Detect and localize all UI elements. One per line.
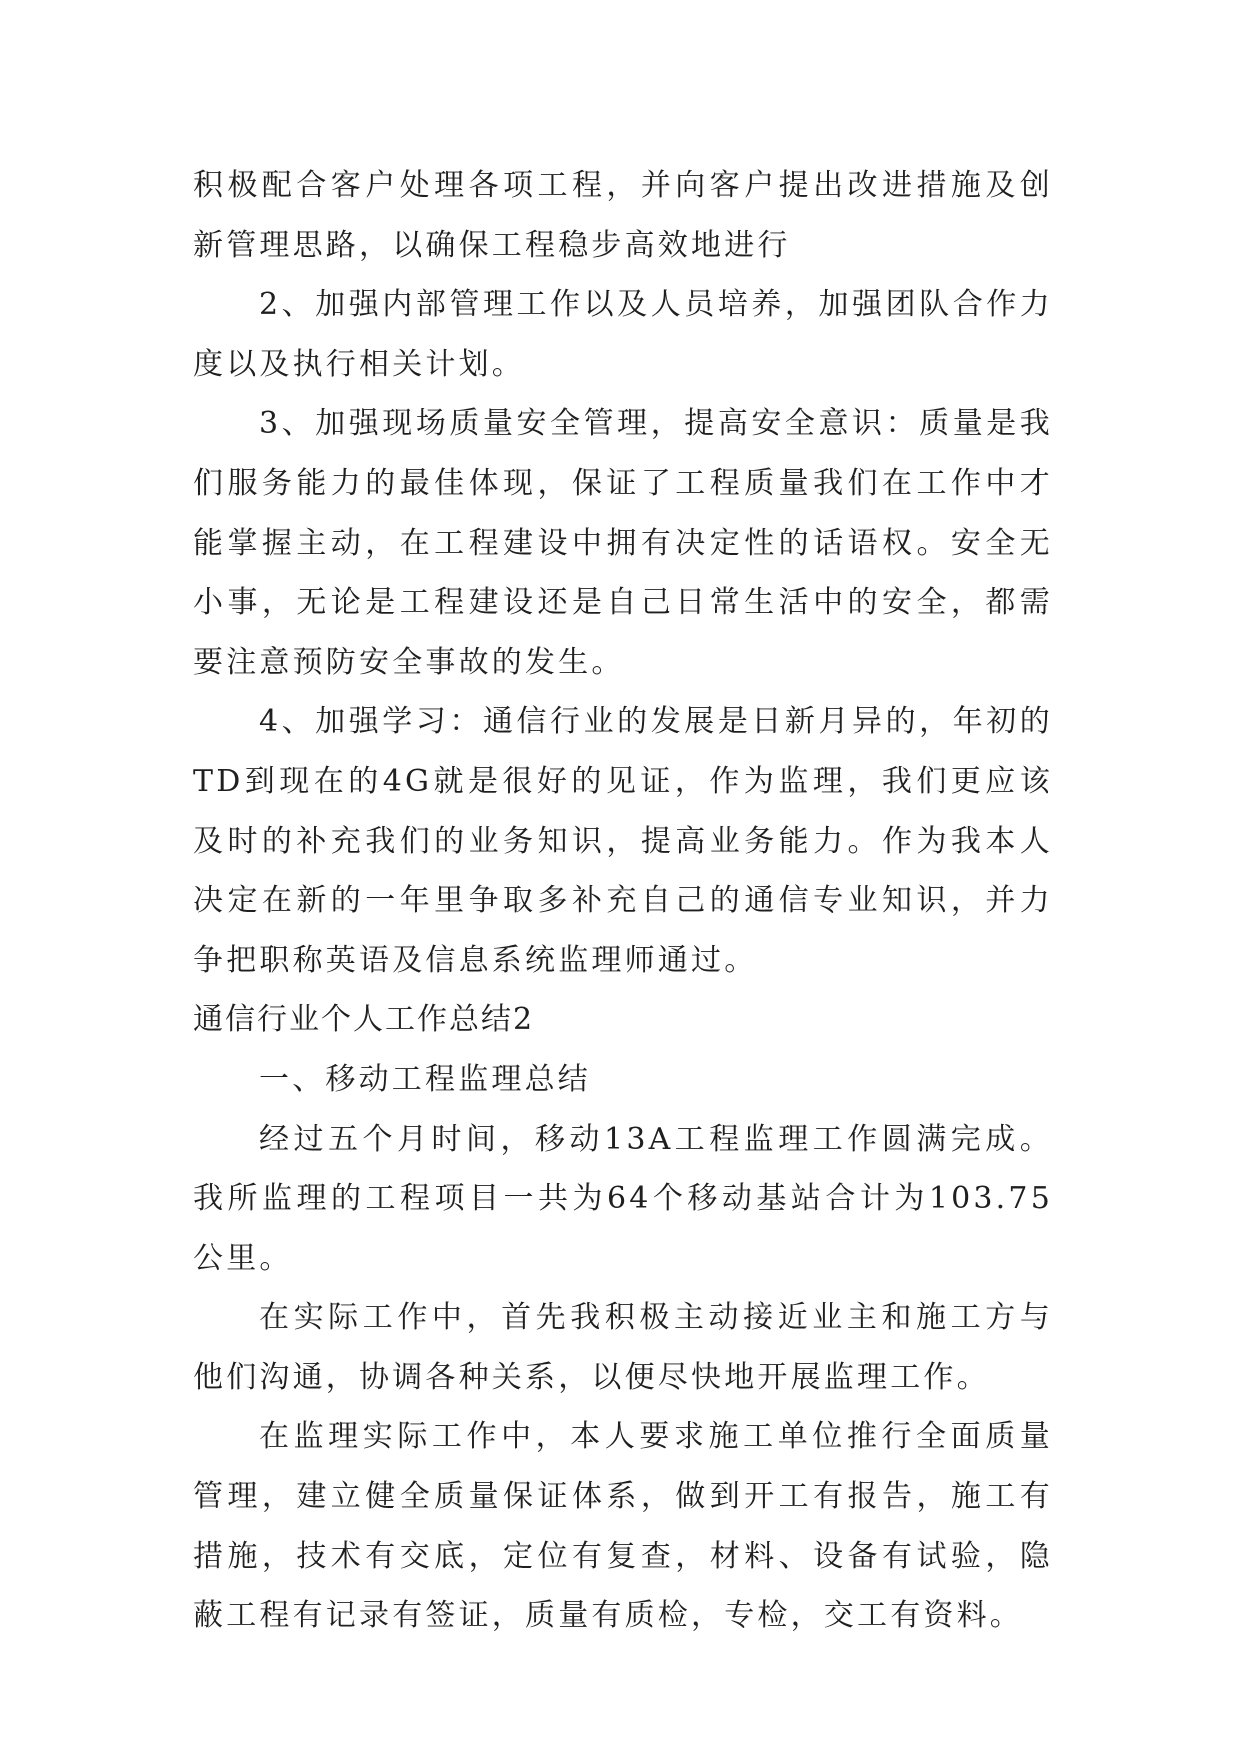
paragraph-communication: 在实际工作中，首先我积极主动接近业主和施工方与他们沟通，协调各种关系，以便尽快地开展监理工作。 — [193, 1300, 1053, 1395]
paragraph-item-3: 3、加强现场质量安全管理，提高安全意识：质量是我们服务能力的最佳体现，保证了工程质量我们在工作中才能掌握主动，在工程建设中拥有决定性的话语权。安全无小事，无论是工程建设还是自己日常生活中的安全，都需要注意预防安全事故的发生。 — [193, 406, 1053, 680]
document-body — [193, 156, 1053, 1646]
section-title: 通信行业个人工作总结2 — [193, 1002, 535, 1038]
paragraph-quality-management: 在监理实际工作中，本人要求施工单位推行全面质量管理，建立健全质量保证体系，做到开工有报告，施工有措施，技术有交底，定位有复查，材料、设备有试验，隐蔽工程有记录有签证，质量有质检，专检，交工有资料。 — [193, 1419, 1053, 1634]
paragraph-summary: 经过五个月时间，移动13A工程监理工作圆满完成。我所监理的工程项目一共为64个移动基站合计为103.75公里。 — [193, 1121, 1053, 1276]
paragraph-item-4: 4、加强学习：通信行业的发展是日新月异的，年初的TD到现在的4G就是很好的见证，作为监理，我们更应该及时的补充我们的业务知识，提高业务能力。作为我本人决定在新的一年里争取多补充自己的通信专业知识，并力争把职称英语及信息系统监理师通过。 — [193, 704, 1053, 978]
paragraph-continuation: 积极配合客户处理各项工程，并向客户提出改进措施及创新管理思路，以确保工程稳步高效地进行 — [193, 168, 1053, 263]
subsection-heading: 一、移动工程监理总结 — [259, 1061, 591, 1097]
paragraph-item-2: 2、加强内部管理工作以及人员培养，加强团队合作力度以及执行相关计划。 — [193, 287, 1053, 382]
